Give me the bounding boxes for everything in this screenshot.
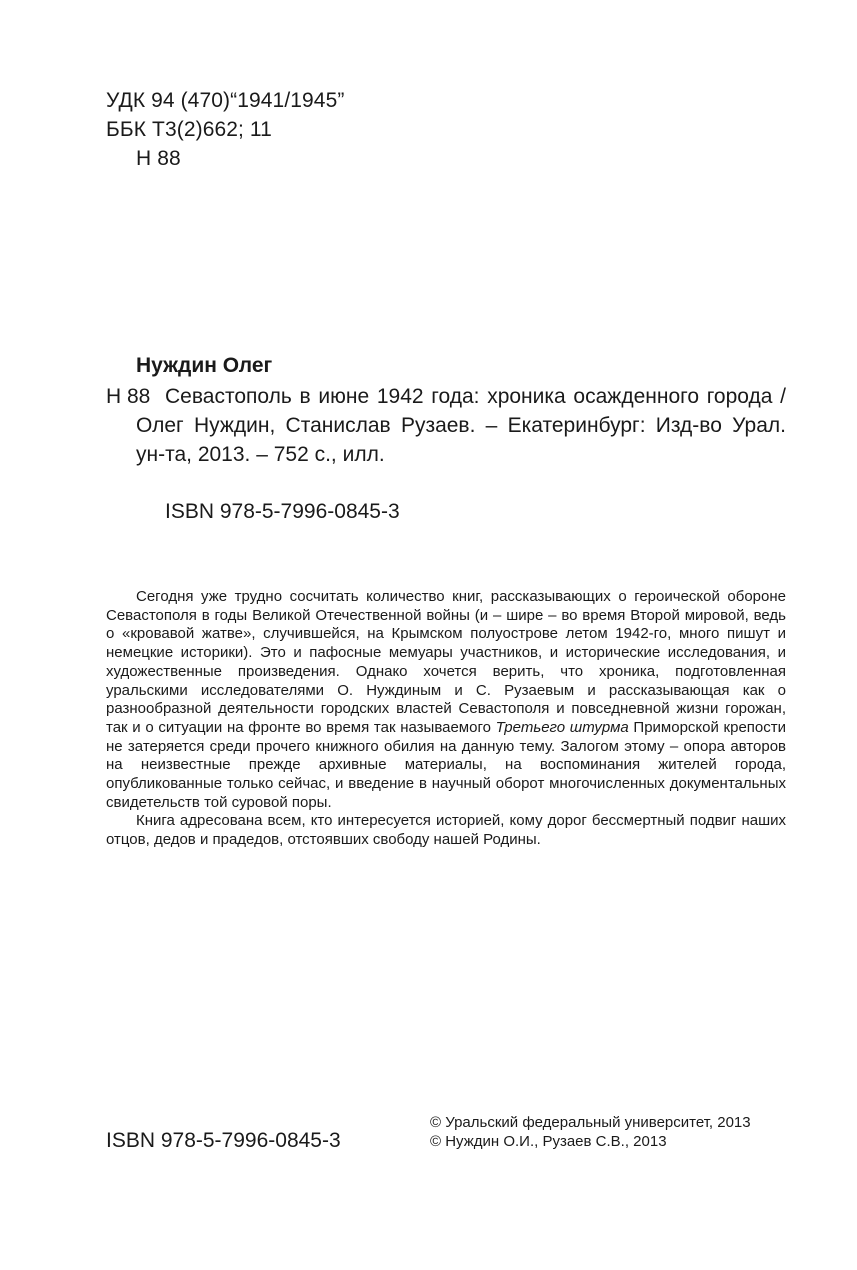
- record-line-3: ун-та, 2013. – 752 с., илл.: [136, 443, 385, 466]
- annotation: [106, 588, 786, 850]
- bbk-index: ББК Т3(2)662; 11: [106, 118, 272, 141]
- footer-isbn: ISBN 978-5-7996-0845-3: [106, 1129, 341, 1152]
- record-isbn: ISBN 978-5-7996-0845-3: [165, 500, 400, 523]
- copyright-authors: © Нуждин О.И., Рузаев С.В., 2013: [430, 1133, 667, 1150]
- record-first-row: [106, 382, 786, 411]
- annotation-paragraph-1: [106, 588, 786, 812]
- record-code: Н 88: [106, 385, 151, 408]
- bibliographic-record: [106, 382, 786, 469]
- author-heading: Нуждин Олег: [136, 354, 273, 377]
- record-line-2: Олег Нуждин, Станислав Рузаев. – Екатеринбург: Изд-во Урал.: [136, 414, 786, 437]
- annotation-p1-text: Сегодня уже трудно сосчитать количество книг, рассказывающих о героической обороне Севастополя в годы Великой Отечественной войны (и – шире – во время Второй мировой, ведь о «кровавой жатве», случившейся, на Крымском полуострове летом 1942-го, много пишут и немецкие историки). Это и пафосные мемуары участников, и исторические исследования, и художественные произведения. Однако хочется верить, что хроника, подготовленная уральскими исследователями О. Нуждиным и С. Рузаевым и рассказывающая как о разнообразной деятельности городских властей Севастополя и повседневной жизни горожан, так и о ситуации на фронте во время так называемого: [106, 588, 786, 736]
- copyright-publisher: © Уральский федеральный университет, 2013: [430, 1114, 751, 1131]
- author-mark: Н 88: [136, 147, 181, 170]
- annotation-paragraph-2: Книга адресована всем, кто интересуется историей, кому дорог бессмертный подвиг наших отцов, дедов и прадедов, отстоявших свободу нашей Родины.: [106, 812, 786, 849]
- record-title-line: Севастополь в июне 1942 года: хроника осажденного города /: [165, 385, 786, 408]
- classification-block: [106, 86, 344, 173]
- udk-index: УДК 94 (470)“1941/1945”: [106, 89, 345, 112]
- annotation-p1-italic: Третьего штурма: [495, 718, 629, 736]
- copyright-block: [430, 1113, 751, 1151]
- annotation-p1-text-cont: Приморской крепости не затеряется среди прочего книжного обилия на данную тему. Залогом этому – опора авторов на неизвестные прежде архивные материалы, на воспоминания жителей города, опубликованные только сейчас, и введение в научный оборот многочисленных документальных свидетельств той суровой поры.: [106, 718, 786, 811]
